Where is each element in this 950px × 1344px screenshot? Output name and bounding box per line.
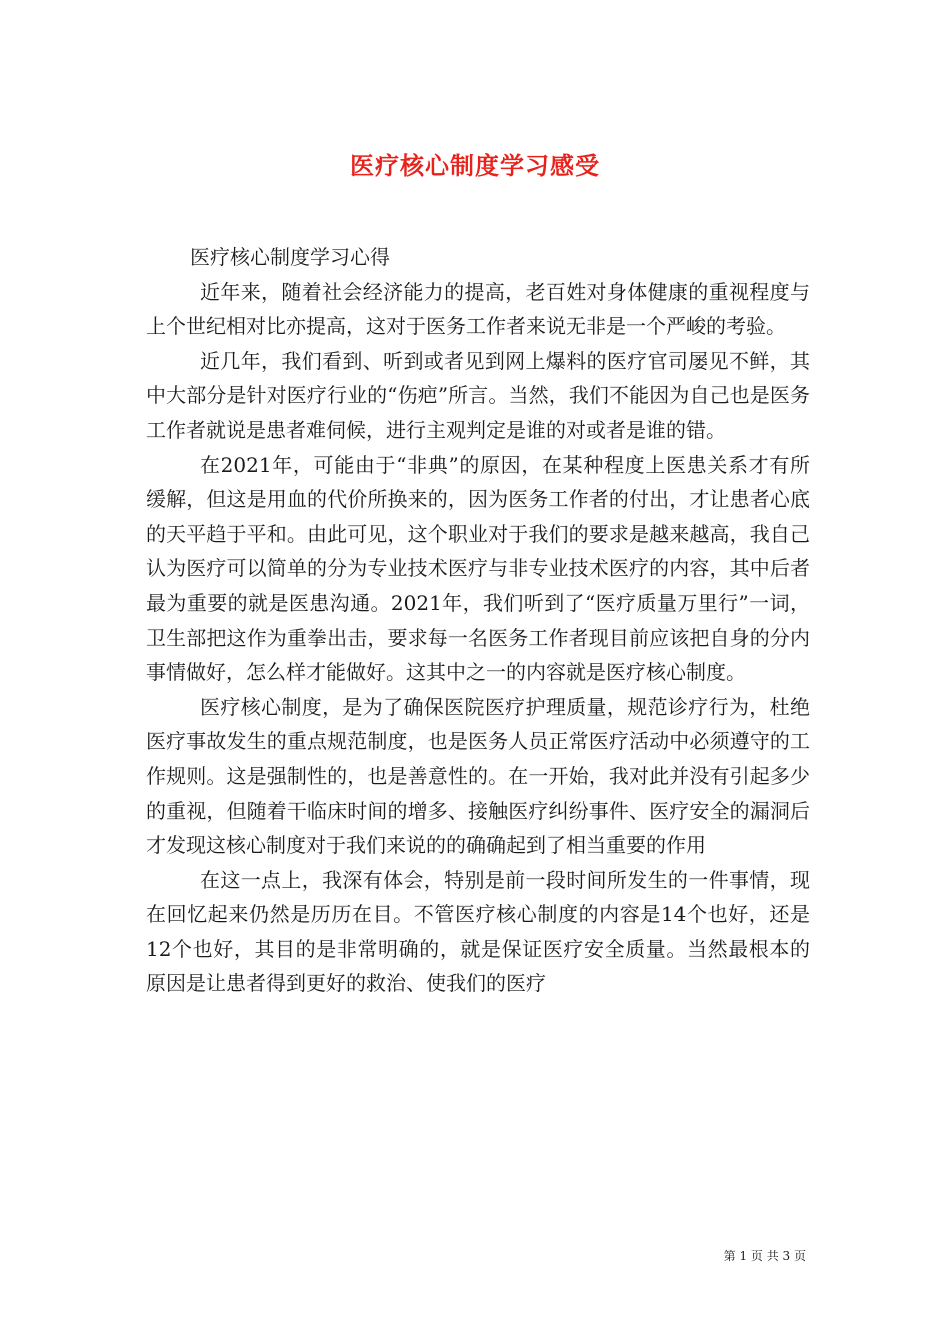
paragraph-3: 在2021年，可能由于“非典”的原因，在某种程度上医患关系才有所缓解，但这是用血的代价所换来的，因为医务工作者的付出，才让患者心底的天平趋于平和。由此可见，这个职业对于我们的要求是越来越高，我自己认为医疗可以简单的分为专业技术医疗与非专业技术医疗的内容，其中后者最为重要的就是医患沟通。2021年，我们听到了“医疗质量万里行”一词，卫生部把这作为重拳出击，要求每一名医务工作者现目前应该把自身的分内事情做好，怎么样才能做好。这其中之一的内容就是医疗核心制度。	[146, 452, 810, 685]
document-subtitle: 医疗核心制度学习心得	[190, 245, 390, 269]
page-number-footer: 第 1 页 共 3 页	[723, 1249, 806, 1263]
document-body	[146, 240, 810, 1001]
document-title: 医疗核心制度学习感受	[350, 151, 600, 181]
paragraph-2: 近几年，我们看到、听到或者见到网上爆料的医疗官司屡见不鲜，其中大部分是针对医疗行业的“伤疤”所言。当然，我们不能因为自己也是医务工作者就说是患者难伺候，进行主观判定是谁的对或者是谁的错。	[146, 348, 810, 442]
paragraph-4: 医疗核心制度，是为了确保医院医疗护理质量，规范诊疗行为，杜绝医疗事故发生的重点规范制度，也是医务人员正常医疗活动中必须遵守的工作规则。这是强制性的，也是善意性的。在一开始，我对此并没有引起多少的重视，但随着干临床时间的增多、接触医疗纠纷事件、医疗安全的漏洞后才发现这核心制度对于我们来说的的确确起到了相当重要的作用	[146, 694, 810, 858]
paragraph-1: 近年来，随着社会经济能力的提高，老百姓对身体健康的重视程度与上个世纪相对比亦提高，这对于医务工作者来说无非是一个严峻的考验。	[146, 279, 810, 339]
paragraph-5: 在这一点上，我深有体会，特别是前一段时间所发生的一件事情，现在回忆起来仍然是历历在目。不管医疗核心制度的内容是14个也好，还是12个也好，其目的是非常明确的，就是保证医疗安全质量。当然最根本的原因是让患者得到更好的救治、使我们的医疗	[146, 867, 810, 996]
